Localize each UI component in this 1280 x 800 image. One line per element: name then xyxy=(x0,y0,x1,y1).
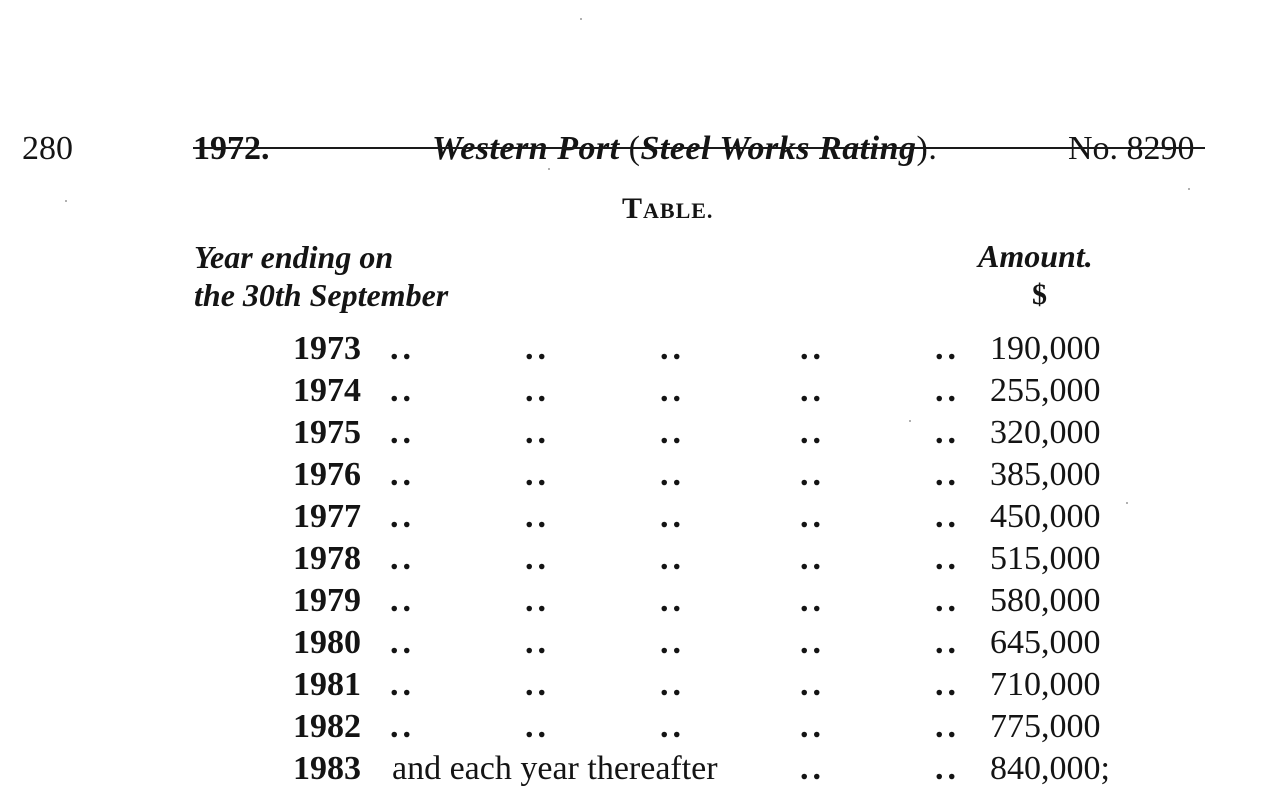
dot-leader: .. xyxy=(525,582,550,619)
scan-speck xyxy=(548,168,550,170)
column-currency-symbol: $ xyxy=(1032,278,1047,311)
dot-leader: .. xyxy=(390,372,415,409)
dot-leader: .. xyxy=(660,330,685,367)
dot-leader: .. xyxy=(935,372,960,409)
dot-leader: .. xyxy=(800,330,825,367)
dot-leader: .. xyxy=(935,582,960,619)
table-title: TABLE. xyxy=(622,192,714,225)
dot-leader: .. xyxy=(800,540,825,577)
act-year: 1972. xyxy=(193,130,270,167)
scan-speck xyxy=(909,420,911,422)
scan-speck xyxy=(65,200,67,202)
dot-leader: .. xyxy=(935,624,960,661)
dot-leader: .. xyxy=(800,414,825,451)
dot-leader: .. xyxy=(525,372,550,409)
dot-leader: .. xyxy=(800,456,825,493)
dot-leader: .. xyxy=(660,498,685,535)
dot-leader: .. xyxy=(800,624,825,661)
act-title-main: Western Port xyxy=(432,130,620,167)
table-row: 1975 .. .. .. .. .. 320,000 xyxy=(293,414,1101,451)
dot-leader: .. xyxy=(800,372,825,409)
dot-leader: .. xyxy=(525,414,550,451)
table-row: 1973 .. .. .. .. .. 190,000 xyxy=(293,330,1101,367)
table-row: 1979 .. .. .. .. .. 580,000 xyxy=(293,582,1101,619)
column-header-year: Year ending on the 30th September xyxy=(194,239,449,313)
dot-leader: .. xyxy=(660,582,685,619)
dot-leader: .. xyxy=(800,582,825,619)
act-number: No. 8290 xyxy=(1068,130,1195,167)
dot-leader: .. xyxy=(525,498,550,535)
dot-leader: .. xyxy=(525,456,550,493)
dot-leader: .. xyxy=(390,330,415,367)
dot-leader: .. xyxy=(390,540,415,577)
act-title-subtitle: Steel Works Rating xyxy=(640,130,917,167)
page-number: 280 xyxy=(22,130,73,167)
dot-leader: .. xyxy=(525,540,550,577)
table-row-final: 1983 and each year thereafter .. .. 840,000; xyxy=(293,750,1110,787)
dot-leader: .. xyxy=(390,498,415,535)
table-row: 1981 .. .. .. .. .. 710,000 xyxy=(293,666,1101,703)
dot-leader: .. xyxy=(660,414,685,451)
dot-leader: .. xyxy=(390,708,415,745)
dot-leader: .. xyxy=(525,666,550,703)
table-row: 1978 .. .. .. .. .. 515,000 xyxy=(293,540,1101,577)
dot-leader: .. xyxy=(800,498,825,535)
dot-leader: .. xyxy=(800,750,825,787)
dot-leader: .. xyxy=(935,708,960,745)
dot-leader: .. xyxy=(800,708,825,745)
dot-leader: .. xyxy=(525,624,550,661)
table-row: 1977 .. .. .. .. .. 450,000 xyxy=(293,498,1101,535)
dot-leader: .. xyxy=(660,624,685,661)
table-row: 1976 .. .. .. .. .. 385,000 xyxy=(293,456,1101,493)
act-title: Western Port (Steel Works Rating). xyxy=(432,130,938,167)
dot-leader: .. xyxy=(390,624,415,661)
dot-leader: .. xyxy=(525,330,550,367)
dot-leader: .. xyxy=(390,666,415,703)
dot-leader: .. xyxy=(660,540,685,577)
dot-leader: .. xyxy=(390,582,415,619)
column-header-amount: Amount. xyxy=(978,238,1093,274)
dot-leader: .. xyxy=(660,456,685,493)
dot-leader: .. xyxy=(935,540,960,577)
dot-leader: .. xyxy=(525,708,550,745)
table-row: 1974 .. .. .. .. .. 255,000 xyxy=(293,372,1101,409)
scan-speck xyxy=(1188,188,1190,190)
dot-leader: .. xyxy=(800,666,825,703)
dot-leader: .. xyxy=(390,456,415,493)
dot-leader: .. xyxy=(935,750,960,787)
table-row: 1980 .. .. .. .. .. 645,000 xyxy=(293,624,1101,661)
dot-leader: .. xyxy=(660,666,685,703)
dot-leader: .. xyxy=(935,498,960,535)
dot-leader: .. xyxy=(660,372,685,409)
scan-speck xyxy=(580,18,582,20)
dot-leader: .. xyxy=(660,708,685,745)
dot-leader: .. xyxy=(390,414,415,451)
dot-leader: .. xyxy=(935,414,960,451)
header-rule xyxy=(193,147,1205,149)
dot-leader: .. xyxy=(935,456,960,493)
dot-leader: .. xyxy=(935,666,960,703)
dot-leader: .. xyxy=(935,330,960,367)
scan-speck xyxy=(1126,502,1128,504)
table-row: 1982 .. .. .. .. .. 775,000 xyxy=(293,708,1101,745)
